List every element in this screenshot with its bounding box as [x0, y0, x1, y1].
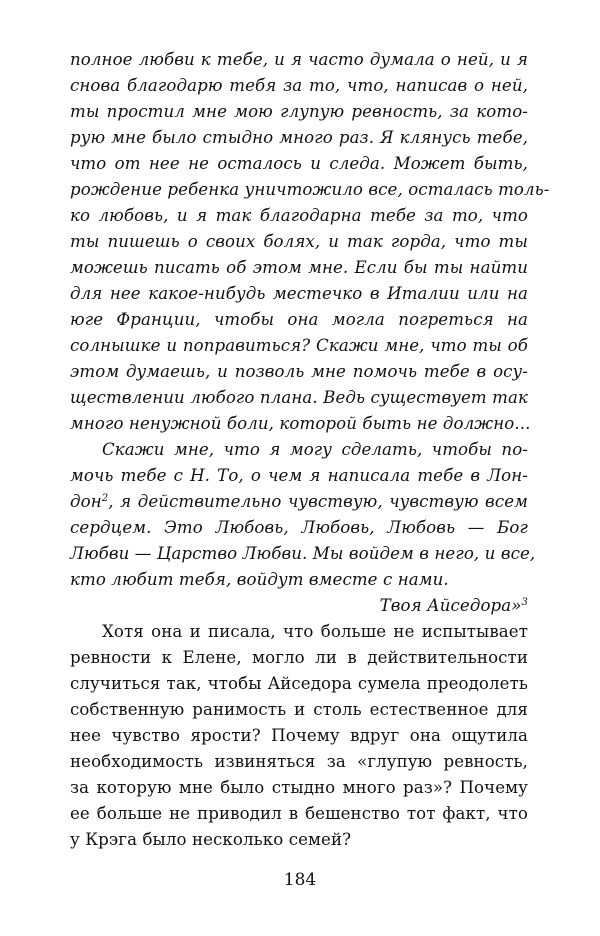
body-line: необходимость извиняться за «глупую ревность,: [70, 752, 528, 771]
footnote-marker: 2: [101, 493, 109, 504]
letter-text: дон: [70, 492, 102, 511]
letter-line: ществлении любого плана. Ведь существует так: [70, 388, 528, 407]
letter-line: можешь писать об этом мне. Если бы ты найти: [70, 258, 528, 277]
letter-signature: [70, 593, 528, 619]
letter-line: мочь тебе с Н. То, о чем я написала тебе в Лон-: [70, 466, 528, 485]
letter-line: ты простил мне мою глупую ревность, за кото-: [70, 102, 528, 121]
letter-line: Любви — Царство Любви. Мы войдем в него, и все,: [70, 544, 536, 563]
letter-line: юге Франции, чтобы она могла погреться на: [70, 310, 528, 329]
body-line: за которую мне было стыдно много раз»? Почему: [70, 778, 528, 797]
letter-text: , я действительно чувствую, чувствую всем: [108, 492, 528, 511]
letter-line: Скажи мне, что я могу сделать, чтобы по-: [102, 440, 528, 459]
body-line: ревности к Елене, могло ли в действительности: [70, 648, 528, 667]
letter-line: ко любовь, и я так благодарна тебе за то, что: [70, 206, 528, 225]
page-number: 184: [283, 870, 317, 890]
letter-line: сердцем. Это Любовь, Любовь, Любовь — Бог: [70, 518, 528, 537]
signature-text: Твоя Айседора»: [379, 596, 522, 615]
body-line: нее чувство ярости? Почему вдруг она ощутила: [70, 726, 528, 745]
letter-line: кто любит тебя, войдут вместе с нами.: [70, 570, 449, 589]
letter-line: этом думаешь, и позволь мне помочь тебе в осу-: [70, 362, 528, 381]
letter-line: рождение ребенка уничтожило все, осталась толь-: [70, 180, 550, 199]
letter-line: много ненужной боли, которой быть не должно...: [70, 414, 531, 433]
letter-line: ты пишешь о своих болях, и так горда, что ты: [70, 232, 528, 251]
letter-line: что от нее не осталось и следа. Может быть,: [70, 154, 528, 173]
letter-line: снова благодарю тебя за то, что, написав о ней,: [70, 76, 528, 95]
letter-line: рую мне было стыдно много раз. Я клянусь тебе,: [70, 128, 528, 147]
body-line: ее больше не приводил в бешенство тот факт, что: [70, 804, 528, 823]
body-line: случиться так, чтобы Айседора сумела преодолеть: [70, 674, 528, 693]
body-line: Хотя она и писала, что больше не испытывает: [102, 622, 528, 641]
letter-line: солнышке и поправиться? Скажи мне, что ты об: [70, 336, 528, 355]
letter-line: для нее какое-нибудь местечко в Италии или на: [70, 284, 528, 303]
letter-line: полное любви к тебе, и я часто думала о ней, и я: [70, 50, 528, 69]
letter-line: [70, 489, 528, 515]
body-line: собственную ранимость и столь естественное для: [70, 700, 528, 719]
body-line: у Крэга было несколько семей?: [70, 830, 352, 849]
footnote-marker: 3: [521, 597, 528, 608]
